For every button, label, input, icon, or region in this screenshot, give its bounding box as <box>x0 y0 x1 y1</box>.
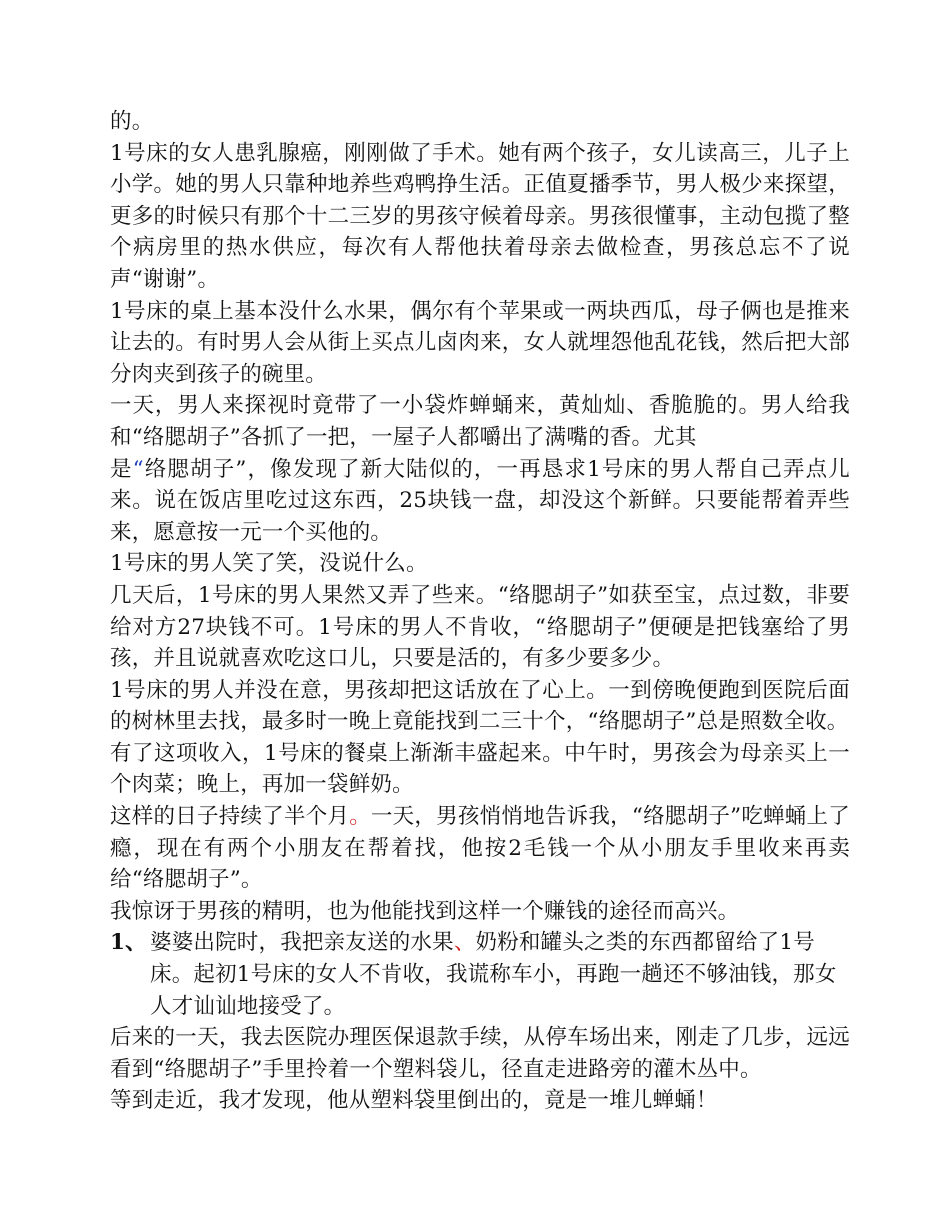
list-marker: 1、 <box>110 930 147 956</box>
paragraph-1: 的。 <box>110 109 154 134</box>
paragraph-2: 1号床的女人患乳腺癌，刚刚做了手术。她有两个孩子，女儿读高三，儿子上小学。她的男人只靠种地养些鸡鸭挣生活。正值夏播季节，男人极少来探望，更多的时候只有那个十二三岁的男孩守候着母亲。男孩很懂事，主动包揽了整个病房里的热水供应，每次有人帮他扶着母亲去做检查，男孩总忘不了说声“谢谢”。 <box>110 140 850 292</box>
paragraph-10: 我惊讶于男孩的精明，也为他能找到这样一个赚钱的途径而高兴。 <box>110 898 740 924</box>
paragraph-13: 等到走近，我才发现，他从塑料袋里倒出的，竟是一堆儿蝉蛹！ <box>110 1088 718 1114</box>
highlighted-period: 。 <box>349 804 371 830</box>
paragraph-6: 几天后，1号床的男人果然又弄了些来。“络腮胡子”如获至宝，点过数，非要给对方27块钱不可。1号床的男人不肯收，“络腮胡子”便硬是把钱塞给了男孩，并且说就喜欢吃这口儿，只要是活的，有多少要多少。 <box>110 582 850 672</box>
paragraph-4-line1: 一天，男人来探视时竟带了一小袋炸蝉蛹来，黄灿灿、香脆脆的。男人给我和“络腮胡子”各抓了一把，一屋子人都嚼出了满嘴的香。尤其 <box>110 393 850 450</box>
highlighted-quote-mark: “ <box>132 456 144 482</box>
paragraph-8: 有了这项收入，1号床的餐桌上渐渐丰盛起来。中午时，男孩会为母亲买上一个肉菜；晚上，再加一袋鲜奶。 <box>110 740 850 798</box>
list-text-part1: 婆婆出院时，我把亲友送的水果 <box>150 930 454 956</box>
list-text-part2: 奶粉和罐头之类的东西都留给了1号床。起初1号床的女人不肯收，我谎称车小，再跑一趟还不够油钱，那女人才讪讪地接受了。 <box>150 930 837 1019</box>
paragraph-9-part1: 这样的日子持续了半个月 <box>110 804 350 830</box>
paragraph-12: 后来的一天，我去医院办理医保退款手续，从停车场出来，刚走了几步，远远看到“络腮胡子”手里拎着一个塑料袋儿，径直走进路旁的灌木丛中。 <box>110 1025 850 1082</box>
paragraph-5: 1号床的男人笑了笑，没说什么。 <box>110 551 428 577</box>
numbered-list-item <box>110 927 850 1022</box>
paragraph-4-rest: 络腮胡子”，像发现了新大陆似的，一再恳求1号床的男人帮自己弄点儿来。说在饭店里吃过这东西，25块钱一盘，却没这个新鲜。只要能帮着弄些来，愿意按一元一个买他的。 <box>110 456 850 545</box>
highlighted-comma: 、 <box>453 930 476 956</box>
list-item-text <box>150 927 850 1022</box>
paragraph-9-part2: 一天，男孩悄悄地告诉我，“络腮胡子”吃蝉蛹上了瘾，现在有两个小朋友在帮着找，他按2毛钱一个从小朋友手里收来再卖给“络腮胡子”。 <box>110 804 850 893</box>
paragraph-7: 1号床的男人并没在意，男孩却把这话放在了心上。一到傍晚便跑到医院后面的树林里去找，最多时一晚上竟能找到二三十个，“络腮胡子”总是照数全收。 <box>110 677 850 735</box>
paragraph-4 <box>110 390 850 548</box>
paragraph-9 <box>110 801 850 896</box>
paragraph-4-prefix: 是 <box>110 456 133 482</box>
document-body <box>110 106 850 1117</box>
paragraph-3: 1号床的桌上基本没什么水果，偶尔有个苹果或一两块西瓜，母子俩也是推来让去的。有时男人会从街上买点儿卤肉来，女人就埋怨他乱花钱，然后把大部分肉夹到孩子的碗里。 <box>110 298 850 387</box>
